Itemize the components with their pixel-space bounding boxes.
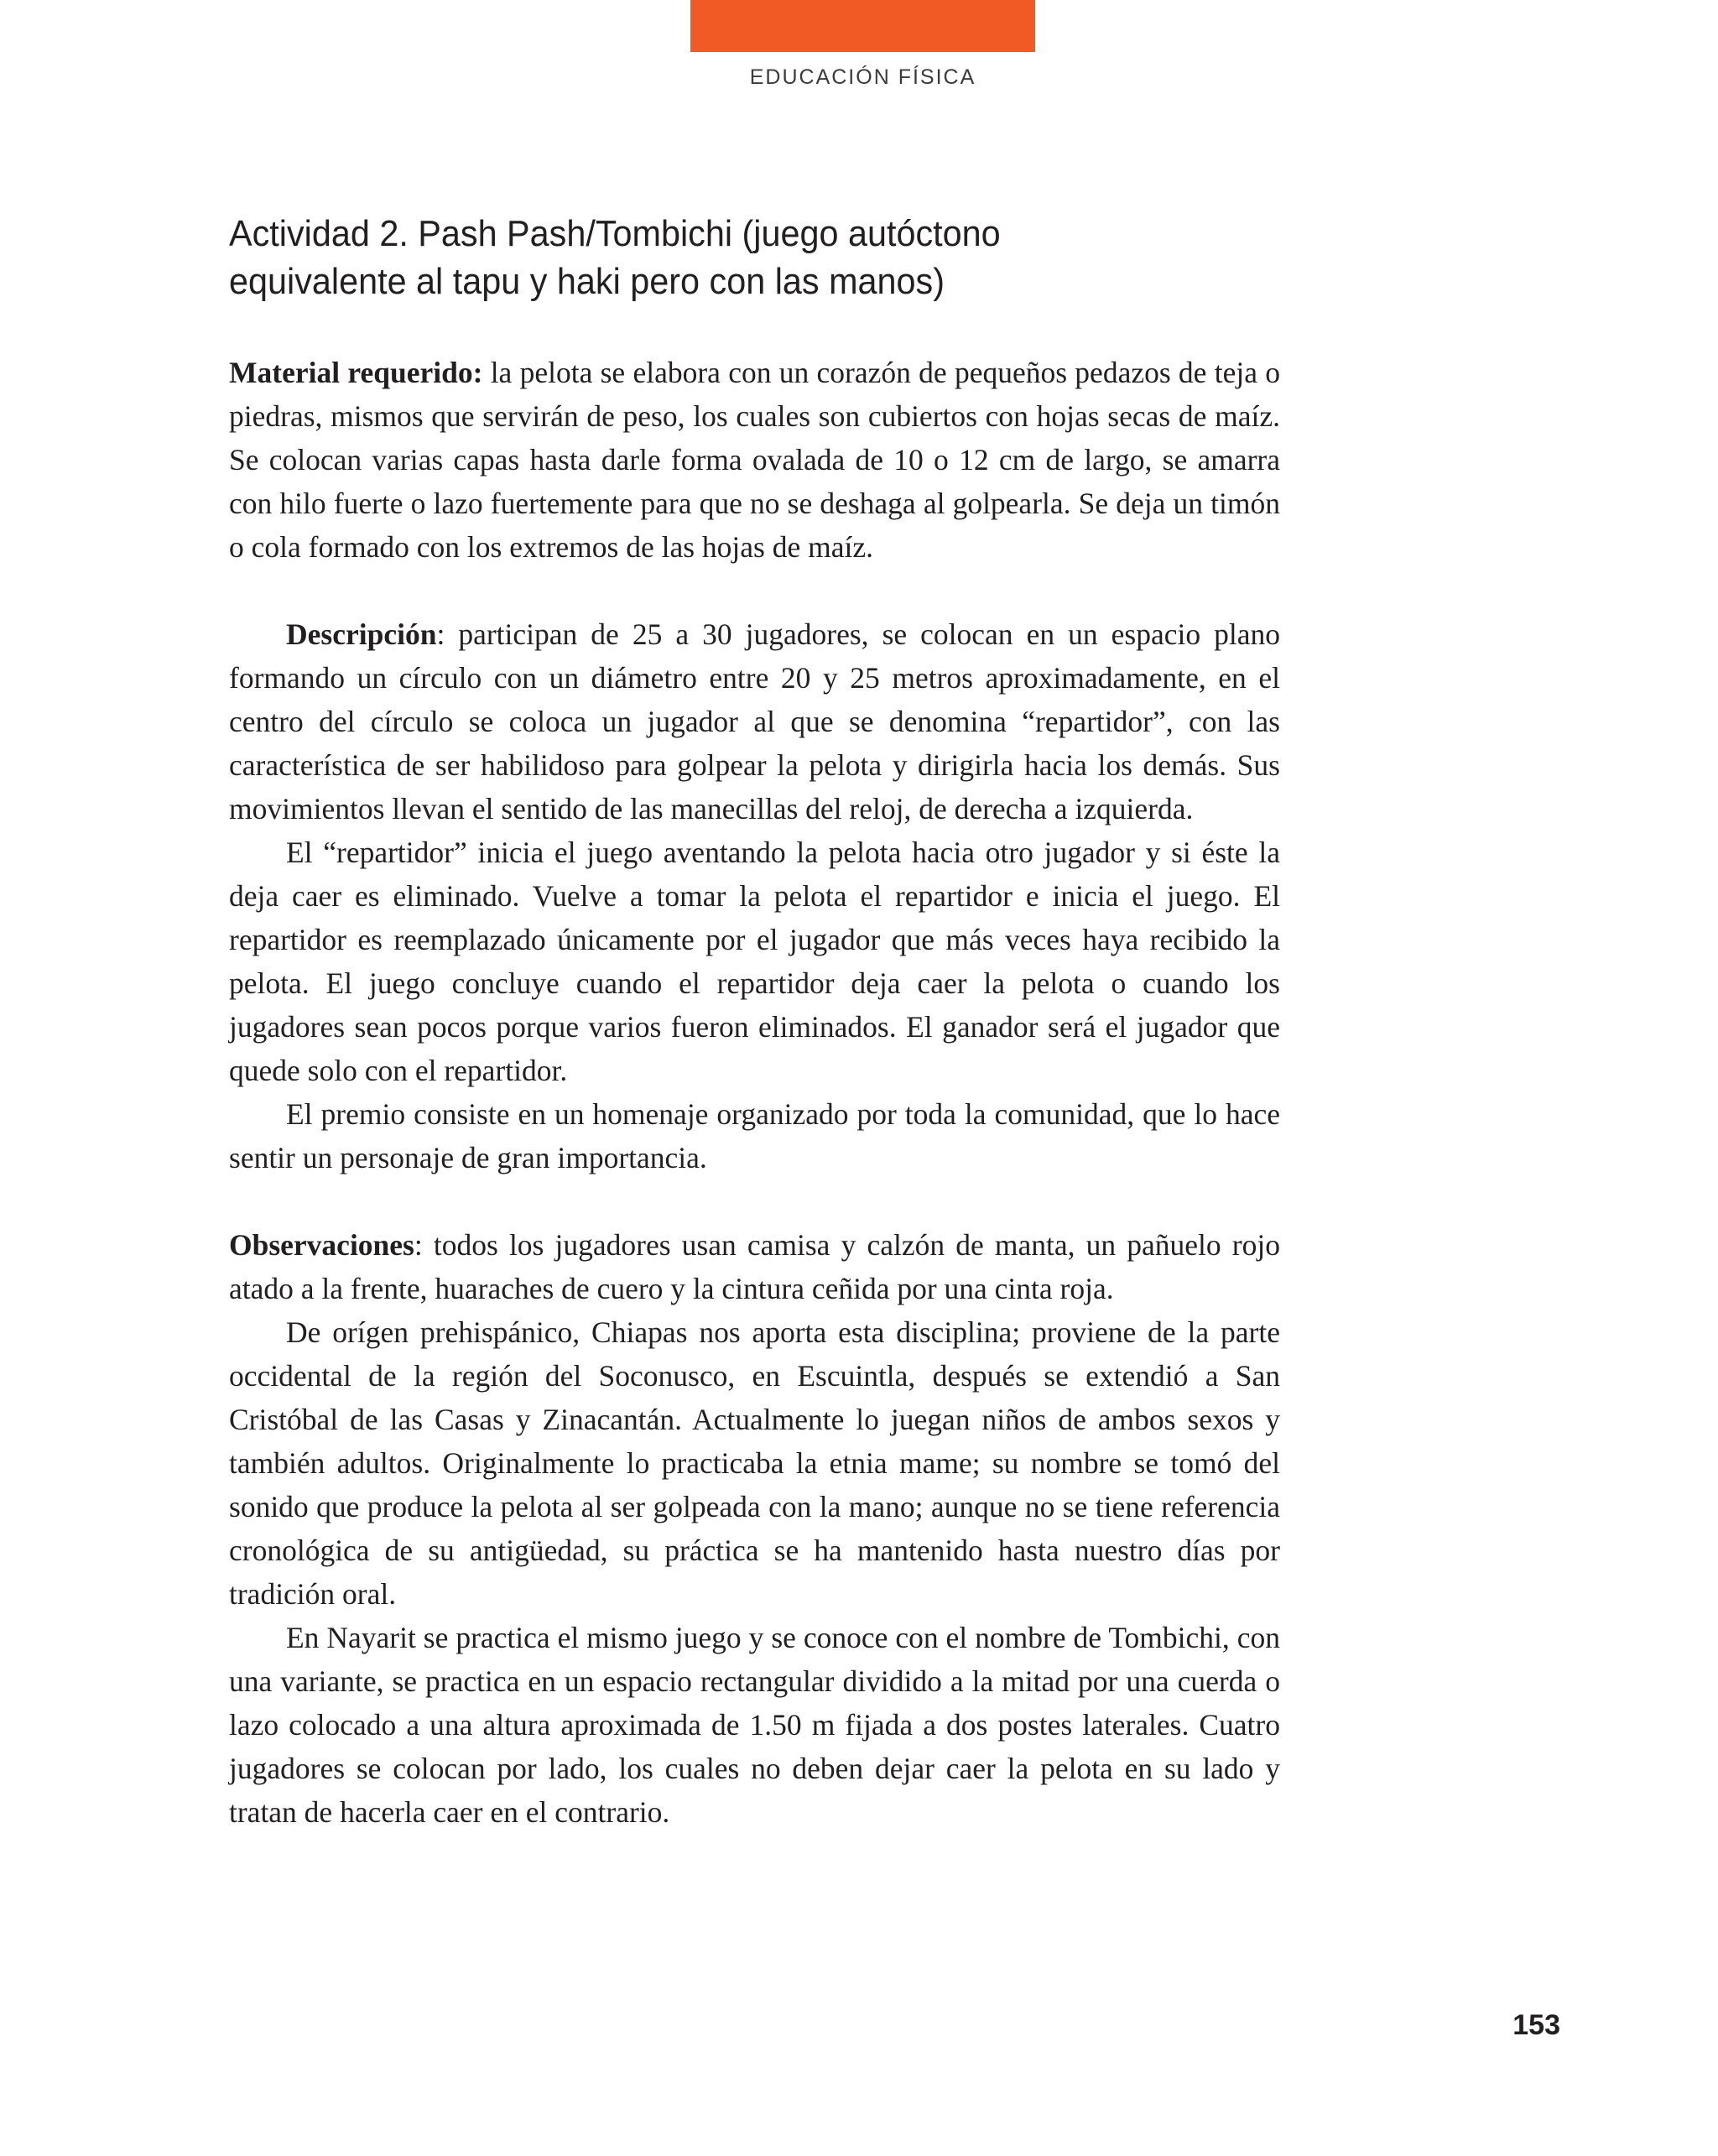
material-text: la pelota se elabora con un corazón de pequeños pedazos de teja o piedras, mismos que servirán de peso, los cuales son cubiertos con hojas secas de maíz. Se colocan varias capas hasta darle forma ovalada de 10 o 12 cm de largo, se amarra con hilo fuerte o lazo fuertemente para que no se deshaga al golpearla. Se deja un timón o cola formado con los extremos de las hojas de maíz. [229,356,1280,564]
material-label: Material requerido: [229,356,483,389]
header-accent-tab [690,0,1035,52]
descripcion-paragraph-3: El premio consiste en un homenaje organizado por toda la comunidad, que lo hace sentir un personaje de gran importancia. [229,1097,1280,1174]
page-number: 153 [1512,2009,1560,2041]
observaciones-label: Observaciones [229,1228,414,1262]
descripcion-paragraph [229,612,1280,831]
activity-title-line-2: equivalente al tapu y haki pero con las manos) [229,261,945,302]
observaciones-paragraph [229,1223,1280,1310]
descripcion-text: : participan de 25 a 30 jugadores, se colocan en un espacio plano formando un círculo con un diámetro entre 20 y 25 metros aproximadamente, en el centro del círculo se coloca un jugador al que se denomina “repartidor”, con las característica de ser habilidoso para golpear la pelota y dirigirla hacia los demás. Sus movimientos llevan el sentido de las manecillas del reloj, de derecha a izquierda. [229,617,1280,825]
body-text [229,351,1280,1834]
observaciones-text: : todos los jugadores usan camisa y calzón de manta, un pañuelo rojo atado a la frente, huaraches de cuero y la cintura ceñida por una cinta roja. [229,1228,1280,1305]
descripcion-label: Descripción [286,617,437,651]
activity-title-line-1: Actividad 2. Pash Pash/Tombichi (juego autóctono [229,213,1001,254]
running-header: EDUCACIÓN FÍSICA [749,65,976,89]
activity-title [229,210,1254,305]
descripcion-paragraph-2: El “repartidor” inicia el juego aventando la pelota hacia otro jugador y si éste la deja caer es eliminado. Vuelve a tomar la pelota el repartidor e inicia el juego. El repartidor es reemplazado únicamente por el jugador que más veces haya recibido la pelota. El juego concluye cuando el repartidor deja caer la pelota o cuando los jugadores sean pocos porque varios fueron eliminados. El ganador será el jugador que quede solo con el repartidor. [229,836,1280,1087]
observaciones-paragraph-2: De orígen prehispánico, Chiapas nos aporta esta disciplina; proviene de la parte occidental de la región del Soconusco, en Escuintla, después se extendió a San Cristóbal de las Casas y Zinacantán. Actualmente lo juegan niños de ambos sexos y también adultos. Originalmente lo practicaba la etnia mame; su nombre se tomó del sonido que produce la pelota al ser golpeada con la mano; aunque no se tiene referencia cronológica de su antigüedad, su práctica se ha mantenido hasta nuestro días por tradición oral. [229,1315,1280,1611]
material-paragraph [229,351,1280,569]
observaciones-paragraph-3: En Nayarit se practica el mismo juego y se conoce con el nombre de Tombichi, con una variante, se practica en un espacio rectangular dividido a la mitad por una cuerda o lazo colocado a una altura aproximada de 1.50 m fijada a dos postes laterales. Cuatro jugadores se colocan por lado, los cuales no deben dejar caer la pelota en su lado y tratan de hacerla caer en el contrario. [229,1621,1280,1829]
